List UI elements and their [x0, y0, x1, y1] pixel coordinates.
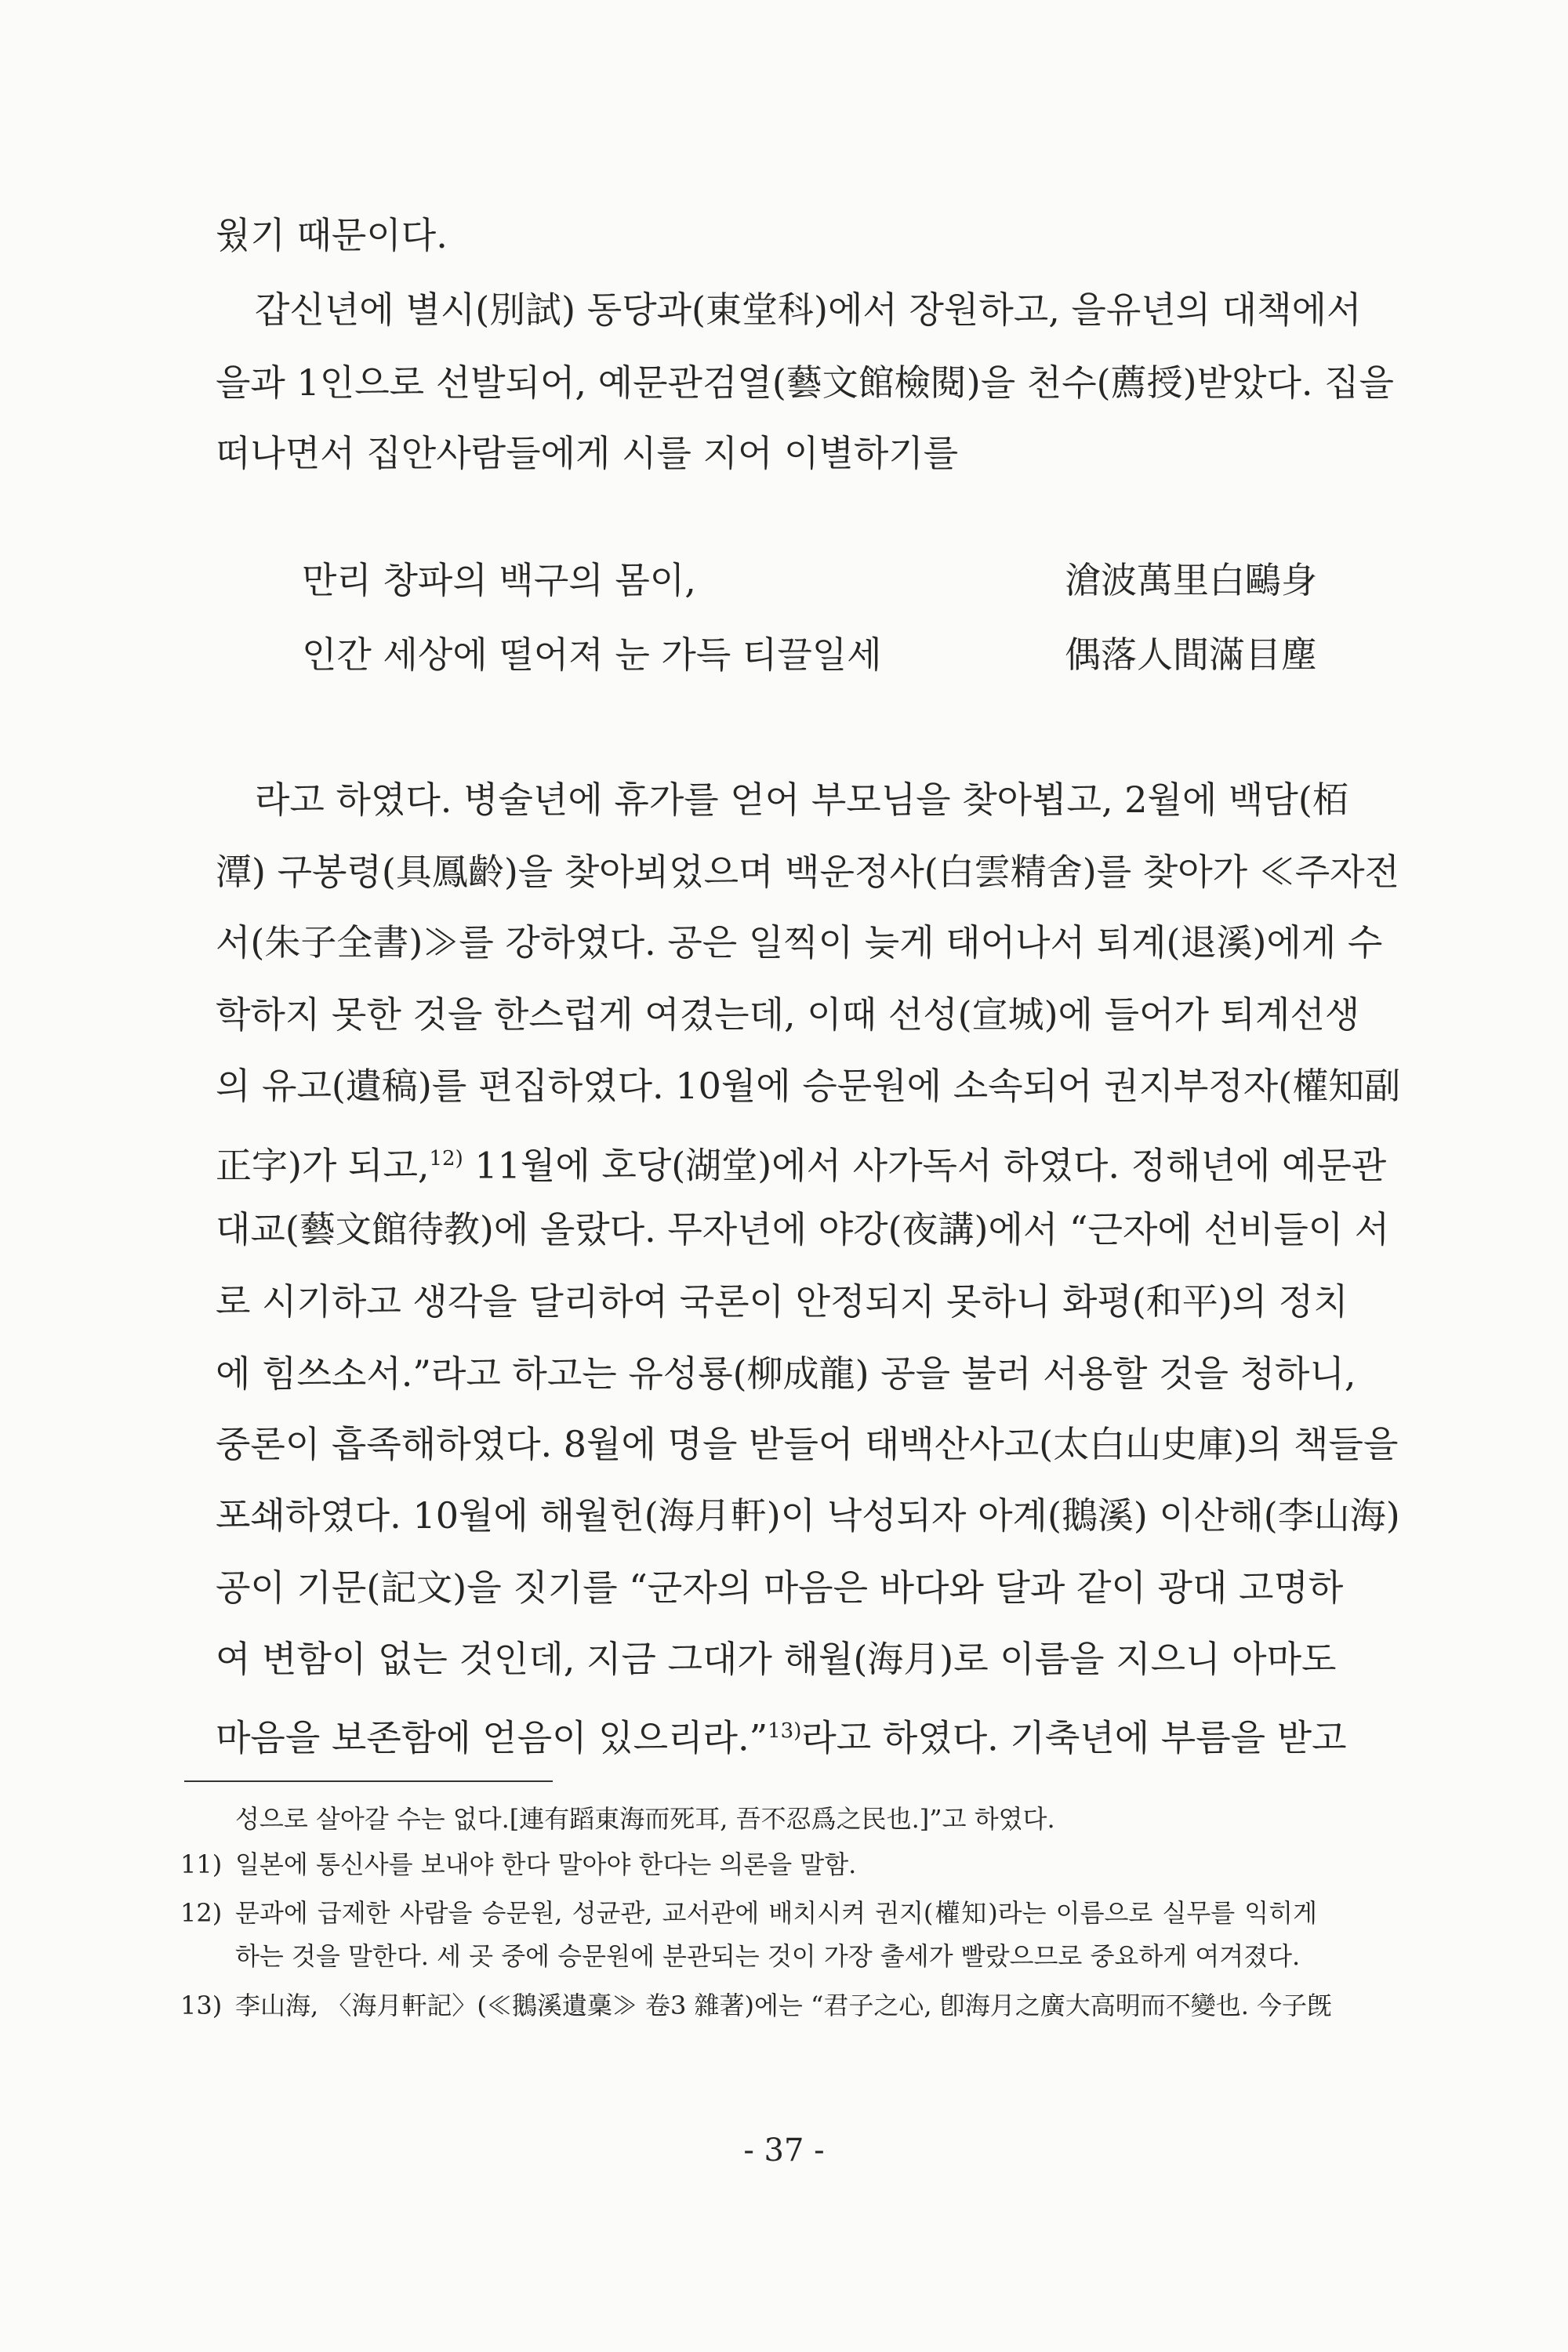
body-line: 갑신년에 별시(別試) 동당과(東堂科)에서 장원하고, 을유년의 대책에서: [255, 289, 1362, 331]
body-line: 포쇄하였다. 10월에 해월헌(海月軒)이 낙성되자 아계(鵝溪) 이산해(李山海): [216, 1494, 1400, 1537]
footnote-text: 일본에 통신사를 보내야 한다 말아야 한다는 의론을 말함.: [235, 1849, 857, 1879]
body-text: 라고 하였다. 기축년에 부름을 받고: [801, 1716, 1347, 1759]
body-line: 여 변함이 없는 것인데, 지금 그대가 해월(海月)로 이름을 지으니 아마도: [216, 1638, 1337, 1680]
body-line: 에 힘쓰소서.”라고 하고는 유성룡(柳成龍) 공을 불러 서용할 것을 청하니,: [216, 1352, 1356, 1395]
footnote-divider: [184, 1780, 553, 1782]
body-line: 서(朱子全書)≫를 강하였다. 공은 일찍이 늦게 태어나서 퇴계(退溪)에게 수: [216, 921, 1383, 964]
poem-verse-korean: 만리 창파의 백구의 몸이,: [302, 559, 696, 601]
poem-verse-korean: 인간 세상에 떨어져 눈 가득 티끌일세: [302, 633, 882, 676]
footnote-ref[interactable]: 13): [768, 1719, 802, 1743]
body-line: 潭) 구봉령(具鳳齡)을 찾아뵈었으며 백운정사(白雲精舍)를 찾아가 ≪주자전: [216, 851, 1399, 893]
footnote-text: 문과에 급제한 사람을 승문원, 성균관, 교서관에 배치시켜 권지(權知)라는 이름으로 실무를 익히게: [235, 1898, 1317, 1928]
body-line: 라고 하였다. 병술년에 휴가를 얻어 부모님을 찾아뵙고, 2월에 백담(栢: [255, 779, 1348, 821]
footnote-text: 하는 것을 말한다. 세 곳 중에 승문원에 분관되는 것이 가장 출세가 빨랐으므로 중요하게 여겨졌다.: [235, 1941, 1301, 1971]
footnote-number: 11): [180, 1849, 223, 1879]
body-line: 떠나면서 집안사람들에게 시를 지어 이별하기를: [216, 432, 959, 474]
body-line: [216, 1708, 1347, 1761]
poem-verse-hanja: 偶落人間滿目塵: [1065, 633, 1317, 676]
body-line: 로 시기하고 생각을 달리하여 국론이 안정되지 못하니 화평(和平)의 정치: [216, 1280, 1348, 1323]
body-text: 마음을 보존함에 얻음이 있으리라.”: [216, 1716, 768, 1759]
footnote-ref[interactable]: 12): [429, 1147, 463, 1171]
body-text: 11월에 호당(湖堂)에서 사가독서 하였다. 정해년에 예문관: [474, 1144, 1387, 1187]
footnote-number: 12): [180, 1898, 223, 1928]
body-line: 웠기 때문이다.: [216, 214, 448, 256]
page-number: - 37 -: [743, 2132, 825, 2169]
body-line: 중론이 흡족해하였다. 8월에 명을 받들어 태백산사고(太白山史庫)의 책들을: [216, 1423, 1399, 1465]
body-line: 학하지 못한 것을 한스럽게 여겼는데, 이때 선성(宣城)에 들어가 퇴계선생: [216, 993, 1360, 1036]
body-line: 대교(藝文館待教)에 올랐다. 무자년에 야강(夜講)에서 “근자에 선비들이 서: [216, 1208, 1390, 1250]
poem-verse-hanja: 滄波萬里白鷗身: [1065, 559, 1317, 601]
body-line: 의 유고(遺稿)를 편집하였다. 10월에 승문원에 소속되어 권지부정자(權知副: [216, 1065, 1401, 1107]
body-line: 공이 기문(記文)을 짓기를 “군자의 마음은 바다와 달과 같이 광대 고명하: [216, 1566, 1344, 1609]
footnote-continuation: 성으로 살아갈 수는 없다.[連有蹈東海而死耳, 吾不忍爲之民也.]”고 하였다.: [235, 1804, 1055, 1834]
footnote-number: 13): [180, 1991, 223, 2020]
footnote-text: 李山海, 〈海月軒記〉(≪鵝溪遺稾≫ 卷3 雜著)에는 “君子之心, 卽海月之廣大高明而不變也. 今子旣: [235, 1991, 1333, 2020]
body-line: 을과 1인으로 선발되어, 예문관검열(藝文館檢閱)을 천수(薦授)받았다. 집을: [216, 361, 1394, 404]
body-line: [216, 1135, 1387, 1189]
body-text: 正字)가 되고,: [216, 1144, 430, 1187]
